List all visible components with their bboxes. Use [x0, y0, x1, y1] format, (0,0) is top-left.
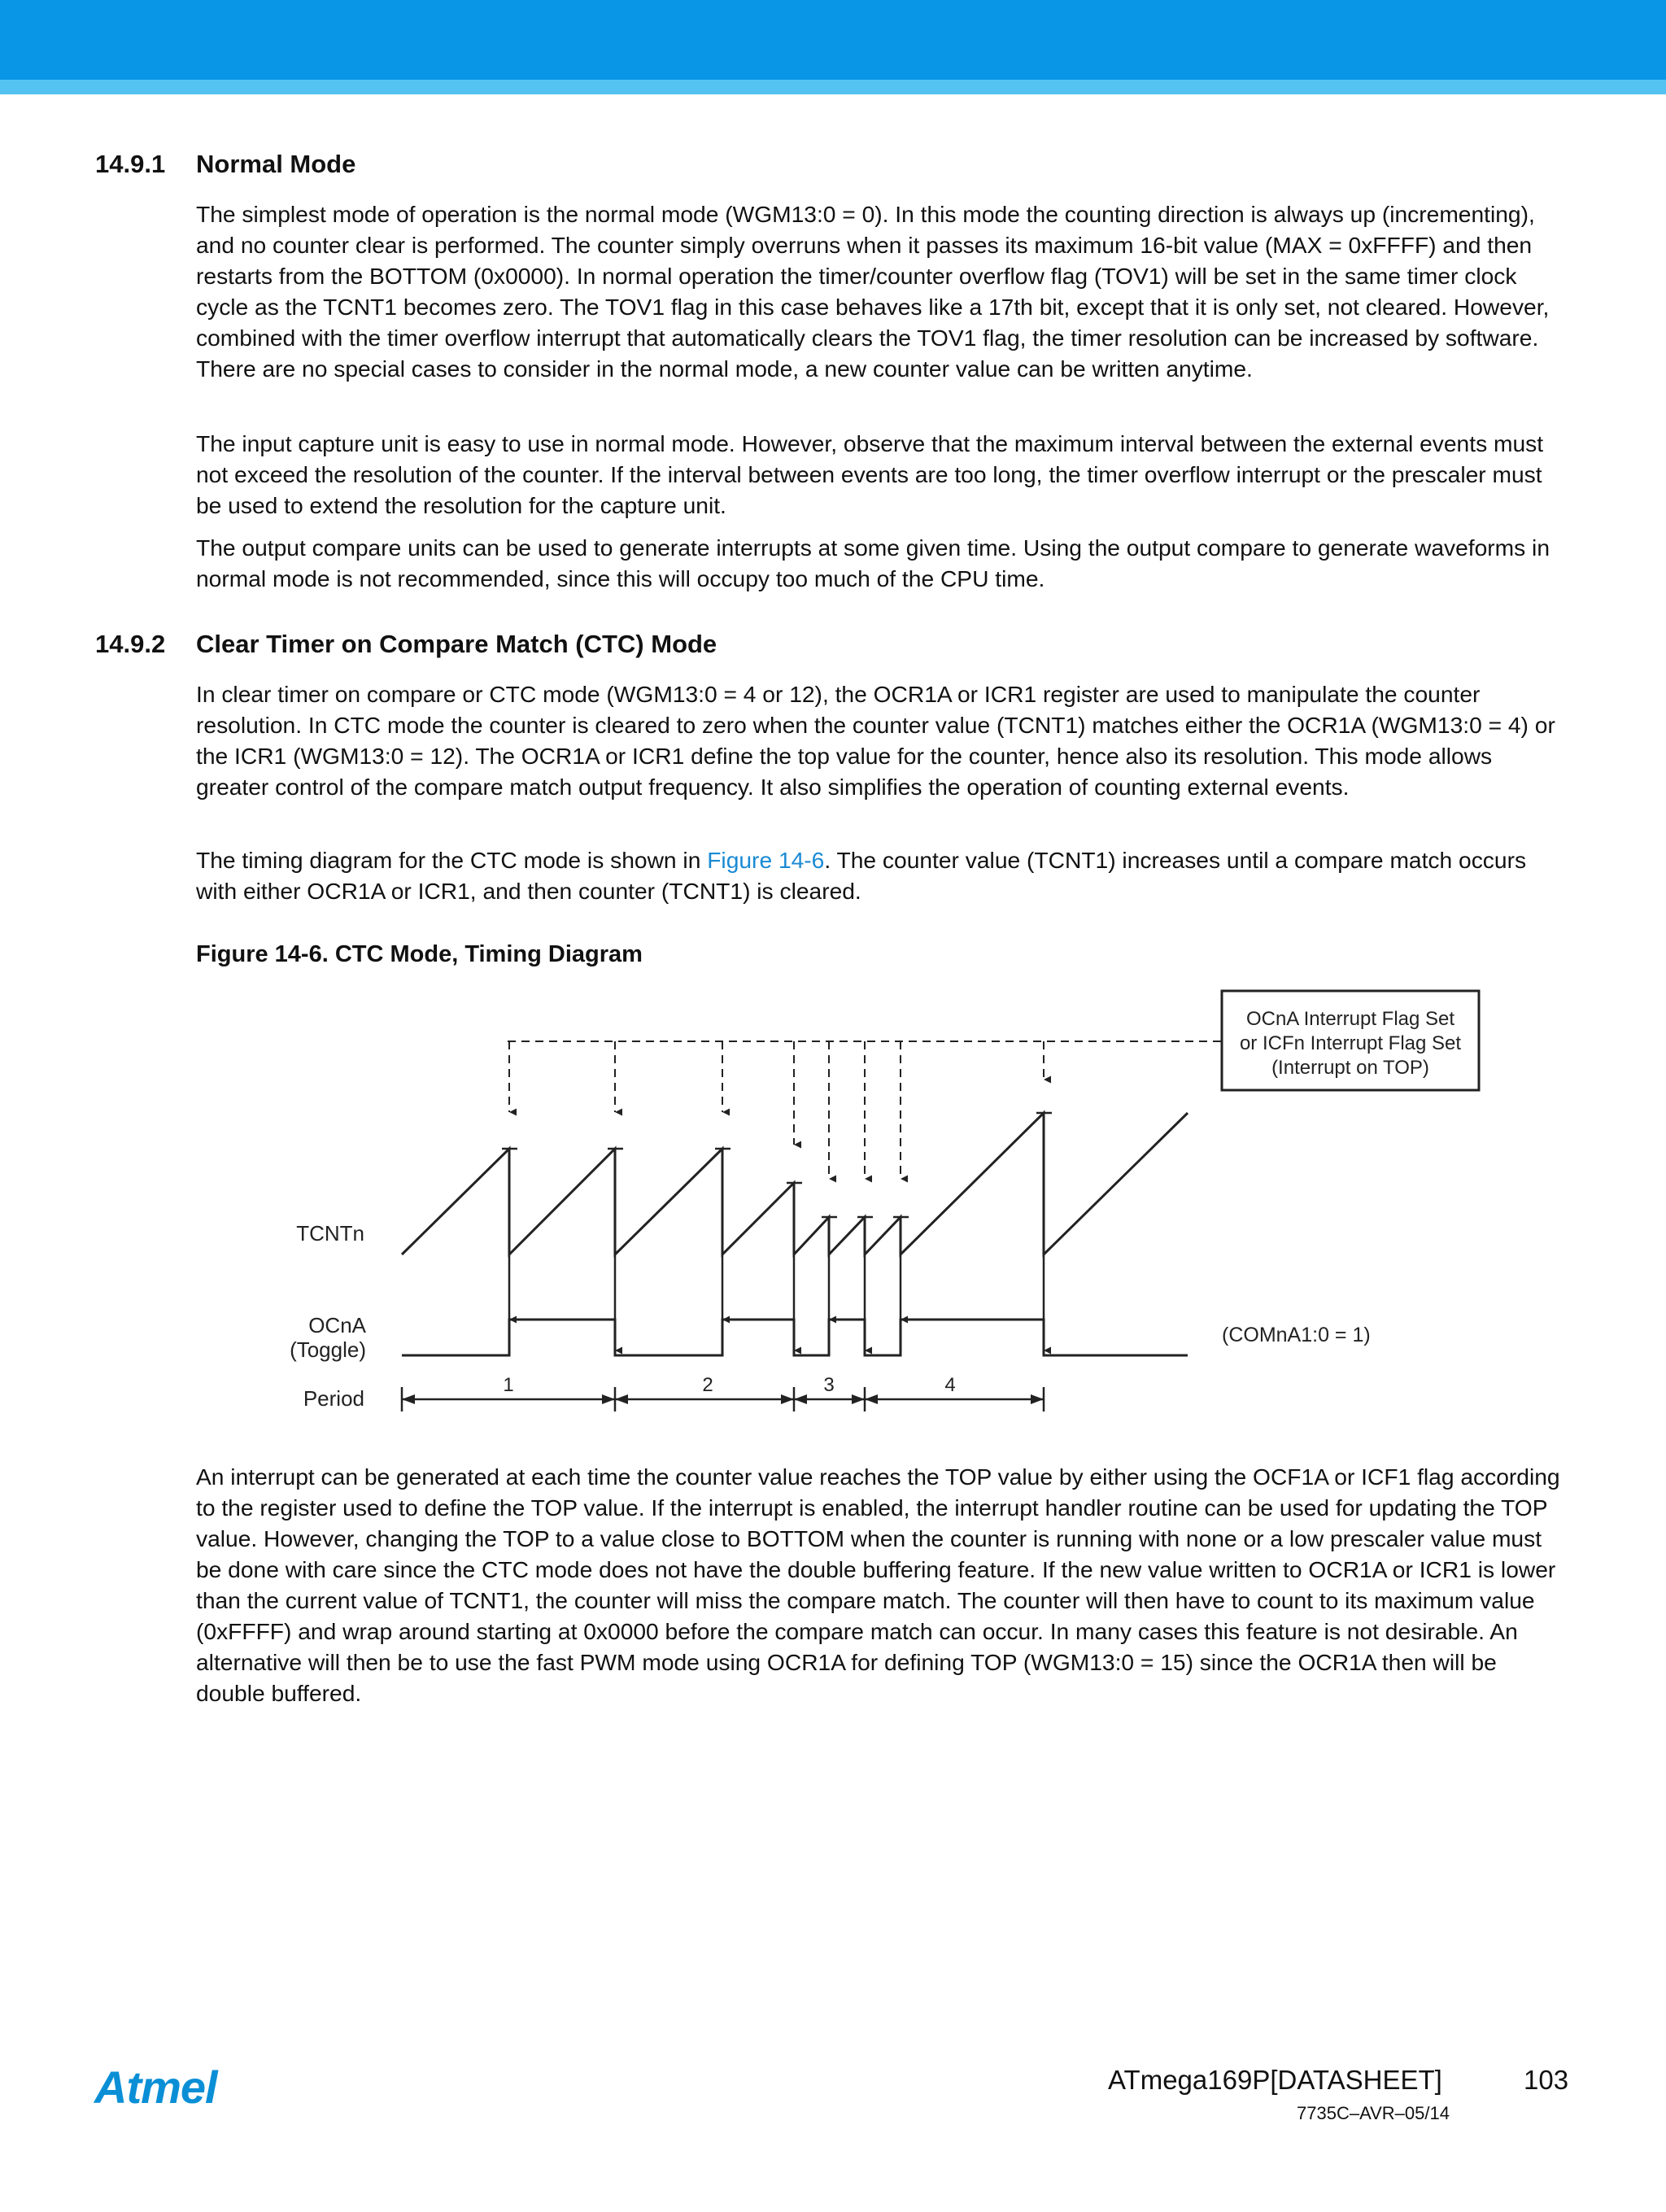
flag-box-line-2: or ICFn Interrupt Flag Set	[1239, 1032, 1462, 1054]
header-band	[0, 0, 1666, 80]
paragraph-ctc-2-text-a: The timing diagram for the CTC mode is shown in	[196, 847, 708, 873]
period-label-1: 1	[503, 1374, 514, 1396]
paragraph-ctc-2-text-b: . The counter value (TCNT1) increases until a compare match occurs with either OCR1A or ICR1, and then counter (TCNT1) is cleared.	[196, 847, 1527, 904]
section-title-ctc: Clear Timer on Compare Match (CTC) Mode	[196, 630, 717, 658]
section-number-ctc: 14.9.2	[95, 630, 166, 658]
footer-page-number: 103	[1524, 2065, 1569, 2095]
ocna-label: OCnA	[308, 1313, 366, 1337]
ocna-mode-label: (Toggle)	[290, 1337, 366, 1362]
com-setting-label: (COMnA1:0 = 1)	[1222, 1324, 1371, 1346]
footer-document-title: ATmega169P[DATASHEET]	[1108, 2065, 1442, 2095]
period-label: Period	[303, 1386, 364, 1411]
ctc-timing-diagram	[0, 968, 1666, 1440]
header-strip	[0, 80, 1666, 94]
paragraph-ctc-3: An interrupt can be generated at each time the counter value reaches the TOP value by either using the OCF1A or ICF1 flag according to the register used to define the TOP value. If the interrupt is enabled, the interrupt handler routine can be used for updating the TOP value. However, changing the TOP to a value close to BOTTOM when the counter is running with none or a low prescaler value must be done with care since the CTC mode does not have the double buffering feature. If the new value written to OCR1A or ICR1 is lower than the current value of TCNT1, the counter will miss the compare match. The counter will then have to count to its maximum value (0xFFFF) and wrap around starting at 0x0000 before the compare match can occur. In many cases this feature is not desirable. An alternative will then be to use the fast PWM mode using OCR1A for defining TOP (WGM13:0 = 15) since the OCR1A then will be double buffered.	[196, 1464, 1560, 1706]
paragraph-ctc-2	[196, 844, 1571, 906]
period-label-2: 2	[702, 1374, 713, 1396]
flag-box-line-1: OCnA Interrupt Flag Set	[1245, 1008, 1455, 1030]
paragraph-normal-2: The input capture unit is easy to use in normal mode. However, observe that the maximum interval between the external events must not exceed the resolution of the counter. If the interval between events are too long, the timer overflow interrupt or the prescaler must be used to extend the resolution for the capture unit.	[196, 430, 1544, 518]
period-label-4: 4	[944, 1374, 956, 1396]
tcnt-label: TCNTn	[296, 1221, 364, 1246]
footer-revision: 7735C–AVR–05/14	[1297, 2103, 1450, 2123]
paragraph-normal-3: The output compare units can be used to generate interrupts at some given time. Using the output compare to generate waveforms in normal mode is not recommended, since this will occupy too much of the CPU time.	[196, 534, 1550, 591]
ocna-waveform	[402, 1320, 1188, 1355]
interrupt-flag-box	[1222, 991, 1479, 1090]
figure-caption: Figure 14-6. CTC Mode, Timing Diagram	[196, 941, 643, 967]
flag-box-line-3: (Interrupt on TOP)	[1271, 1057, 1429, 1079]
section-title-normal: Normal Mode	[196, 150, 356, 178]
compare-match-arrows	[509, 1254, 1044, 1350]
paragraph-ctc-1: In clear timer on compare or CTC mode (WGM13:0 = 4 or 12), the OCR1A or ICR1 register are used to manipulate the counter resolution. In CTC mode the counter is cleared to zero when the counter value (TCNT1) matches either the OCR1A (WGM13:0 = 4) or the ICR1 (WGM13:0 = 12). The OCR1A or ICR1 define the top value for the counter, hence also its resolution. This mode allows greater control of the compare match output frequency. It also simplifies the operation of counting external events.	[196, 681, 1555, 800]
paragraph-normal-1: The simplest mode of operation is the normal mode (WGM13:0 = 0). In this mode the counting direction is always up (incrementing), and no counter clear is performed. The counter simply overruns when it passes its maximum 16-bit value (MAX = 0xFFFF) and then restarts from the BOTTOM (0x0000). In normal operation the timer/counter overflow flag (TOV1) will be set in the same timer clock cycle as the TCNT1 becomes zero. The TOV1 flag in this case behaves like a 17th bit, except that it is only set, not cleared. However, combined with the timer overflow interrupt that automatically clears the TOV1 flag, the timer resolution can be increased by software. There are no special cases to consider in the normal mode, a new counter value can be written anytime.	[196, 201, 1550, 382]
period-label-3: 3	[823, 1374, 835, 1396]
atmel-logo: Atmel	[94, 2061, 217, 2113]
figure-14-6-link[interactable]: Figure 14-6	[707, 847, 825, 873]
section-number-normal: 14.9.1	[95, 150, 166, 178]
